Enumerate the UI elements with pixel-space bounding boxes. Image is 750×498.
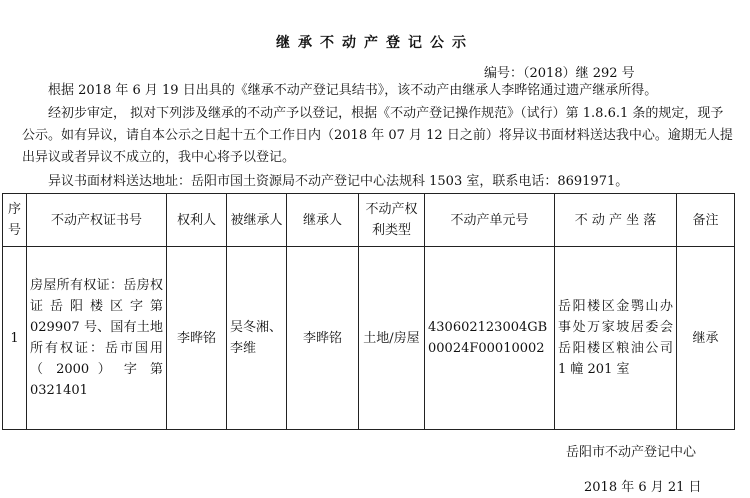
cell-location: 岳阳楼区金鹗山办事处万家坡居委会岳阳楼区粮油公司 1 幢 201 室 <box>555 247 677 430</box>
header-remark: 备注 <box>677 194 735 247</box>
header-decedent: 被继承人 <box>227 194 287 247</box>
cell-heir: 李晔铭 <box>287 247 359 430</box>
document-number: 编号：（2018）继 292 号 <box>484 66 635 81</box>
objection-address: 异议书面材料送达地址：岳阳市国土资源局不动产登记中心法规科 1503 室，联系电话：8691971。 <box>48 174 629 189</box>
table-row <box>3 247 735 430</box>
cell-right-type: 土地/房屋 <box>359 247 425 430</box>
registration-table <box>2 193 735 430</box>
header-cert: 不动产权证书号 <box>27 194 167 247</box>
header-seq: 序号 <box>3 194 27 247</box>
header-unit-no: 不动产单元号 <box>425 194 555 247</box>
cell-cert: 房屋所有权证：岳房权证岳阳楼区字第 029907 号、国有土地所有权证：岳市国用 （ 2000 ） 字 第 0321401 <box>27 247 167 430</box>
header-owner: 权利人 <box>167 194 227 247</box>
notice-title: 继承不动产登记公示 <box>276 35 474 51</box>
issue-date: 2018 年 6 月 21 日 <box>584 480 702 495</box>
cell-seq: 1 <box>3 247 27 430</box>
paragraph-review: 经初步审定， 拟对下列涉及继承的不动产予以登记，根据《不动产登记操作规范》（试行）第 1.8.6.1 条的规定，现予公示。如有异议，请自本公示之日起十五个工作日内（2018 年 07 月 12 日之前）将异议书面材料送达我中心。逾期无人提出异议或者异议不成立的，我中心将予以登记。 <box>22 106 733 165</box>
cell-decedent: 吴冬湘、李维 <box>227 247 287 430</box>
cell-owner: 李晔铭 <box>167 247 227 430</box>
table-header-row <box>3 194 735 247</box>
header-right-type: 不动产权利类型 <box>359 194 425 247</box>
header-heir: 继承人 <box>287 194 359 247</box>
paragraph-basis: 根据 2018 年 6 月 19 日出具的《继承不动产登记具结书》，该不动产由继承人李晔铭通过遗产继承所得。 <box>48 83 658 98</box>
cell-remark: 继承 <box>677 247 735 430</box>
header-location: 不 动 产 坐 落 <box>555 194 677 247</box>
cell-unit-no: 430602123004GB00024F00010002 <box>425 247 555 430</box>
issuing-organization: 岳阳市不动产登记中心 <box>566 445 697 460</box>
